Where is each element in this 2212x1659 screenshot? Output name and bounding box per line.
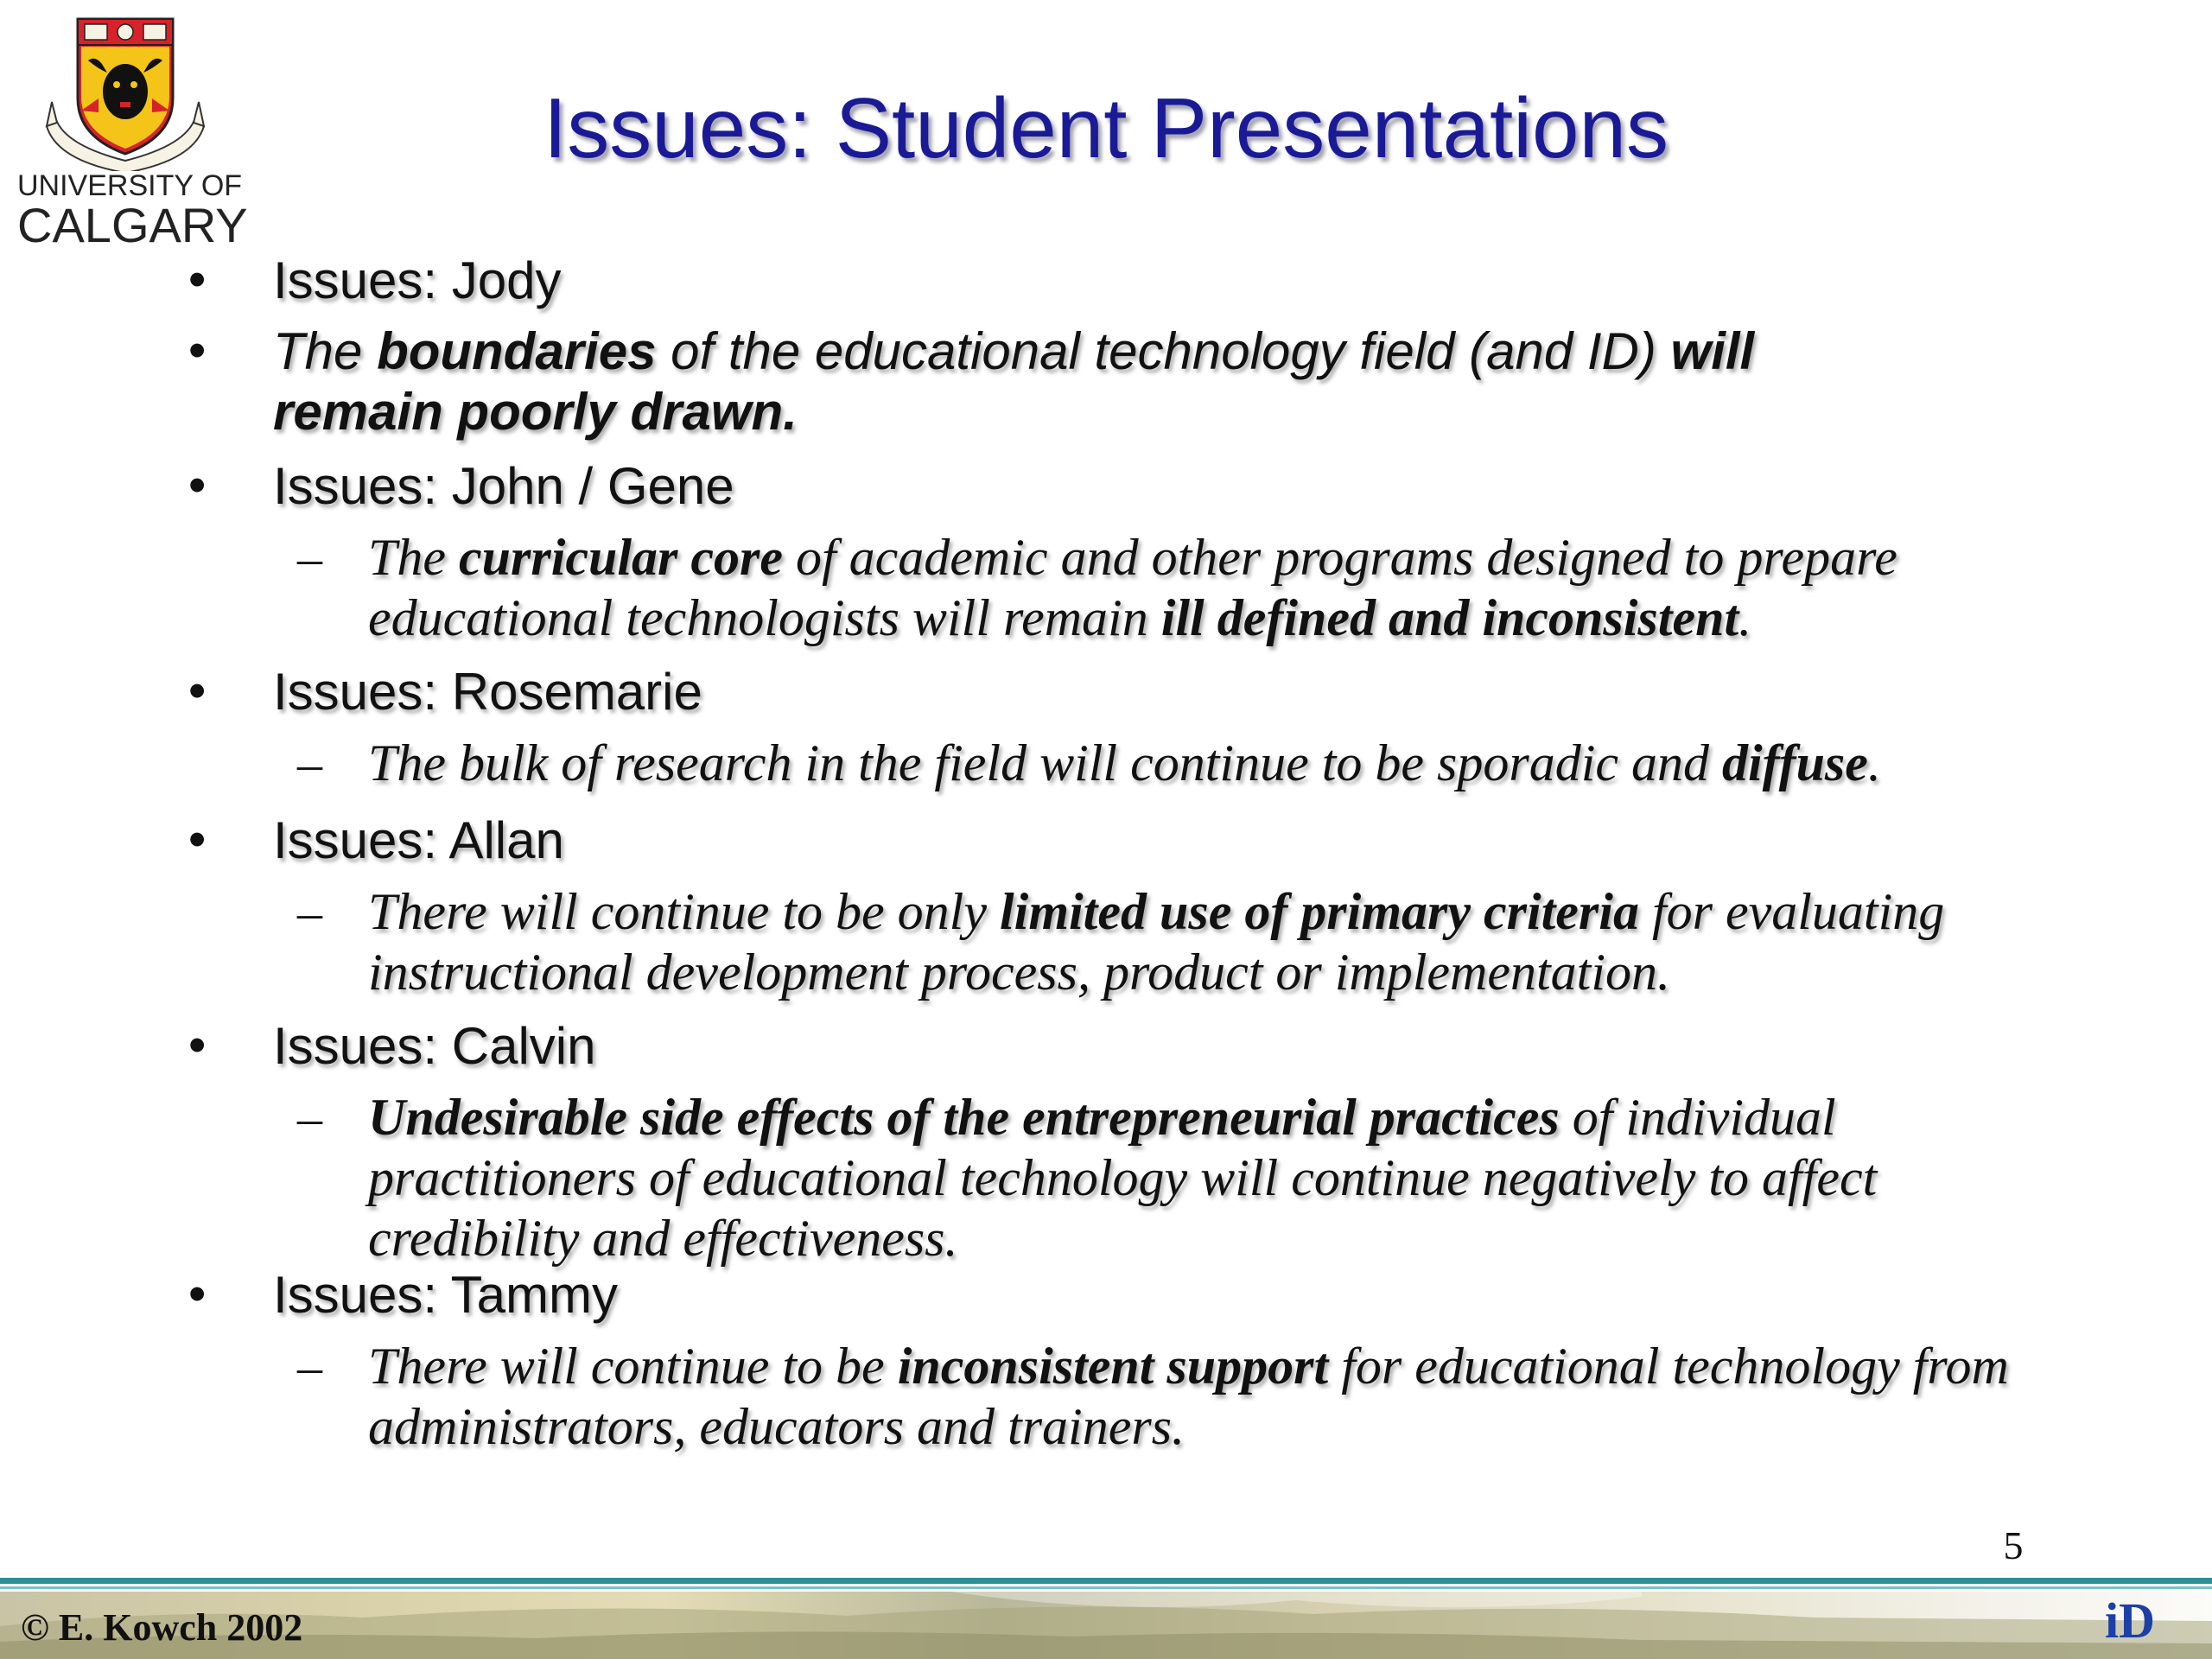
text-run: Issues: Allan — [273, 811, 564, 869]
text-run: The — [368, 529, 459, 586]
item-text — [273, 456, 2001, 517]
emphasis-text: Undesirable side effects of the entrepreneurial practices — [368, 1089, 1560, 1146]
item-text — [273, 321, 1932, 442]
text-run: The bulk of research in the field will continue to be sporadic and — [368, 734, 1723, 791]
footer-banner — [0, 1592, 2212, 1659]
emphasis-text: ill defined and inconsistent — [1160, 589, 1739, 646]
bullet-marker: • — [188, 1266, 207, 1322]
text-run: . — [1867, 734, 1881, 791]
copyright-text: © E. Kowch 2002 — [21, 1606, 303, 1649]
footer-rule — [0, 1578, 2212, 1584]
emphasis-text: boundaries — [377, 322, 657, 380]
dash-marker: – — [297, 1090, 322, 1146]
emphasis-text: will remain poorly drawn. — [273, 322, 1755, 441]
text-run: There will continue to be — [368, 1338, 898, 1395]
bullet-marker: • — [188, 1017, 207, 1073]
emphasis-text: limited use of primary criteria — [1000, 883, 1639, 940]
text-run: for educational technology from administrators, educators and trainers. — [368, 1338, 2009, 1455]
dash-marker: – — [297, 884, 322, 940]
dash-marker: – — [297, 735, 322, 791]
text-run: . — [1738, 589, 1752, 646]
item-text — [273, 810, 2001, 871]
emphasis-text: diffuse — [1722, 734, 1868, 791]
text-run: for evaluating instructional development process, product or implementation. — [368, 883, 1945, 1001]
item-text — [273, 1016, 2001, 1077]
footer-rule-thin — [0, 1586, 2212, 1589]
text-run: of individual practitioners of educational technology will continue negatively to affect credibility and effectiveness. — [368, 1089, 1878, 1267]
dash-marker: – — [297, 1338, 322, 1395]
bullet-marker: • — [188, 457, 207, 513]
dash-marker: – — [297, 530, 322, 586]
item-text — [368, 1087, 2027, 1268]
item-text — [273, 251, 2001, 311]
slide-title: Issues: Student Presentations — [543, 80, 1669, 175]
item-text — [273, 662, 2001, 722]
logo-text-line1: UNIVERSITY OF — [17, 169, 243, 202]
text-run: There will continue to be only — [368, 883, 1000, 940]
emphasis-text: inconsistent support — [897, 1338, 1329, 1395]
footer-landscape-image — [0, 1592, 2212, 1659]
emphasis-text: curricular core — [459, 529, 783, 586]
bullet-marker: • — [188, 251, 207, 308]
text-run: Issues: Calvin — [273, 1017, 596, 1075]
text-run: The — [273, 322, 378, 380]
bullet-marker: • — [188, 811, 207, 868]
text-run: Issues: Tammy — [273, 1266, 618, 1324]
bullet-marker: • — [188, 322, 207, 378]
item-text — [368, 527, 2027, 648]
item-text — [368, 1336, 2027, 1457]
text-run: of academic and other programs designed to prepare educational technologists will remain — [368, 529, 1897, 646]
bullet-marker: • — [188, 663, 207, 719]
item-text — [368, 733, 2027, 793]
crest-icon — [12, 16, 238, 171]
university-logo — [12, 16, 248, 252]
item-text — [368, 881, 2027, 1002]
item-text — [273, 1265, 2001, 1325]
text-run: of the educational technology field (and ID) — [656, 322, 1671, 380]
page-number: 5 — [2003, 1523, 2024, 1567]
text-run: Issues: Rosemarie — [273, 663, 702, 721]
text-run: Issues: John / Gene — [273, 457, 734, 515]
id-brand-logo: iD — [2105, 1592, 2155, 1649]
logo-text-line2: CALGARY — [17, 198, 248, 252]
text-run: Issues: Jody — [273, 251, 562, 309]
